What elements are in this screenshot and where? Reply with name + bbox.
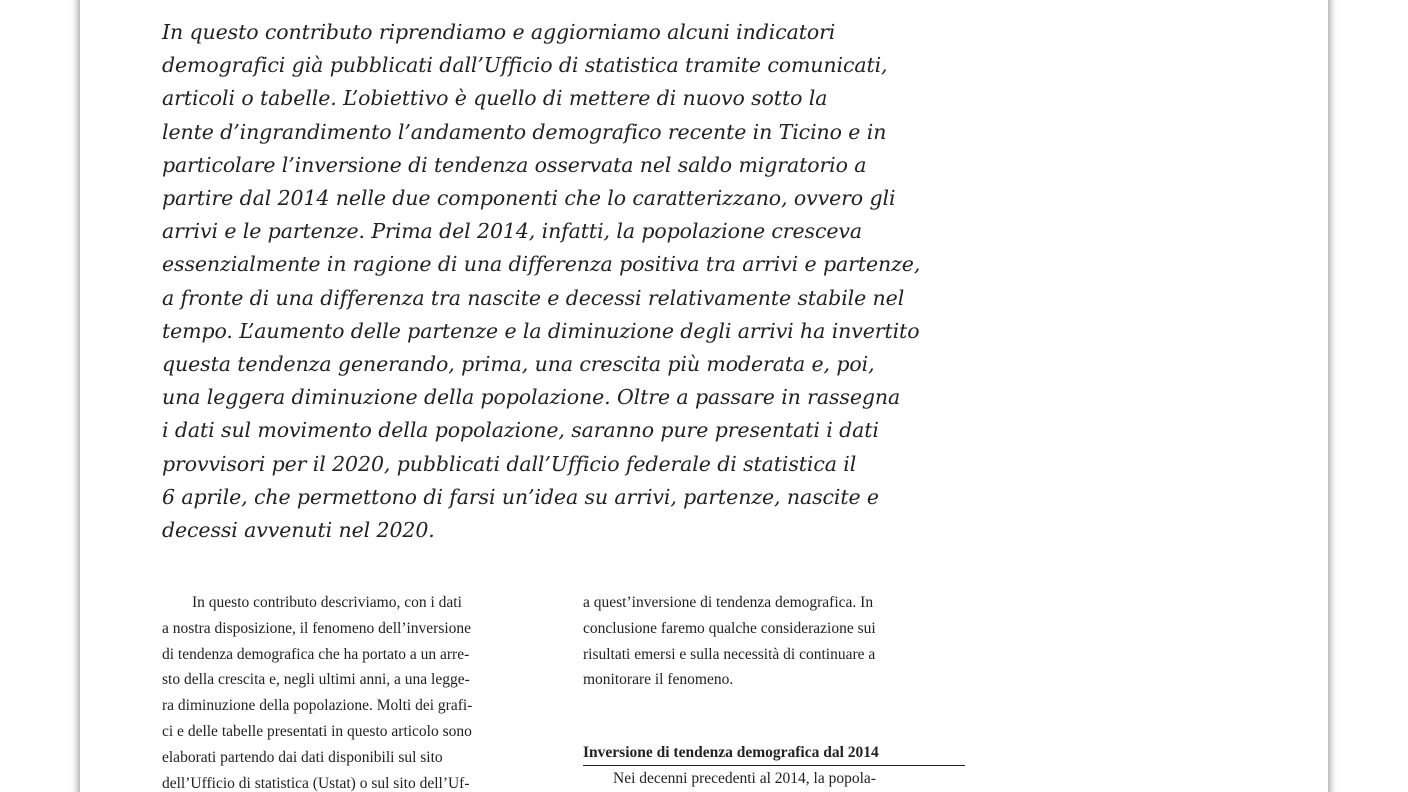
abstract-line: provvisori per il 2020, pubblicati dall’Ufficio federale di statistica il (162, 451, 857, 476)
body-line: a nostra disposizione, il fenomeno dell’inversione (162, 619, 472, 637)
body-line: di tendenza demografica che ha portato a un arre- (162, 645, 470, 663)
abstract-line: a fronte di una differenza tra nascite e decessi relativamente stabile nel (162, 285, 905, 310)
section-body (583, 766, 978, 792)
abstract-line: 6 aprile, che permettono di farsi un’idea su arrivi, partenze, nascite e (162, 484, 879, 509)
abstract-line: questa tendenza generando, prima, una crescita più moderata e, poi, (162, 352, 875, 377)
abstract-line: essenzialmente in ragione di una differenza positiva tra arrivi e partenze, (162, 252, 921, 277)
abstract-line: tempo. L’aumento delle partenze e la diminuzione degli arrivi ha invertito (162, 318, 920, 343)
body-line: Nei decenni precedenti al 2014, la popola- (613, 770, 876, 787)
abstract-paragraph (162, 16, 1002, 547)
abstract-line: partire dal 2014 nelle due componenti che lo caratterizzano, ovvero gli (162, 186, 896, 211)
body-line: sto della crescita e, negli ultimi anni, a una legge- (162, 671, 470, 689)
abstract-line: i dati sul movimento della popolazione, saranno pure presentati i dati (162, 418, 879, 443)
body-line: risultati emersi e sulla necessità di continuare a (583, 645, 876, 663)
section-heading: Inversione di tendenza demografica dal 2014 (583, 740, 965, 766)
abstract-line: arrivi e le partenze. Prima del 2014, infatti, la popolazione cresceva (162, 219, 862, 244)
body-line: a quest’inversione di tendenza demografica. In (583, 594, 874, 611)
abstract-line: decessi avvenuti nel 2020. (162, 518, 435, 543)
body-line: In questo contributo descriviamo, con i dati (192, 594, 462, 611)
abstract-line: lente d’ingrandimento l’andamento demografico recente in Ticino e in (162, 119, 887, 144)
body-column-right (583, 590, 978, 693)
abstract-line: particolare l’inversione di tendenza osservata nel saldo migratorio a (162, 152, 867, 177)
body-line: conclusione faremo qualche considerazione sui (583, 619, 876, 637)
abstract-line: demografici già pubblicati dall’Ufficio di statistica tramite comunicati, (162, 53, 888, 78)
abstract-line: articoli o tabelle. L’obiettivo è quello di mettere di nuovo sotto la (162, 86, 828, 111)
abstract-line: In questo contributo riprendiamo e aggiorniamo alcuni indicatori (162, 20, 836, 44)
body-line: monitorare il fenomeno. (583, 671, 734, 689)
body-line: ra diminuzione della popolazione. Molti dei grafi- (162, 697, 473, 715)
body-line: dell’Ufficio di statistica (Ustat) o sul sito dell’Uf- (162, 774, 470, 792)
body-line: ci e delle tabelle presentati in questo articolo sono (162, 722, 472, 740)
body-column-left (162, 590, 557, 792)
abstract-line: una leggera diminuzione della popolazione. Oltre a passare in rassegna (162, 385, 901, 410)
body-line: elaborati partendo dai dati disponibili sul sito (162, 748, 443, 766)
